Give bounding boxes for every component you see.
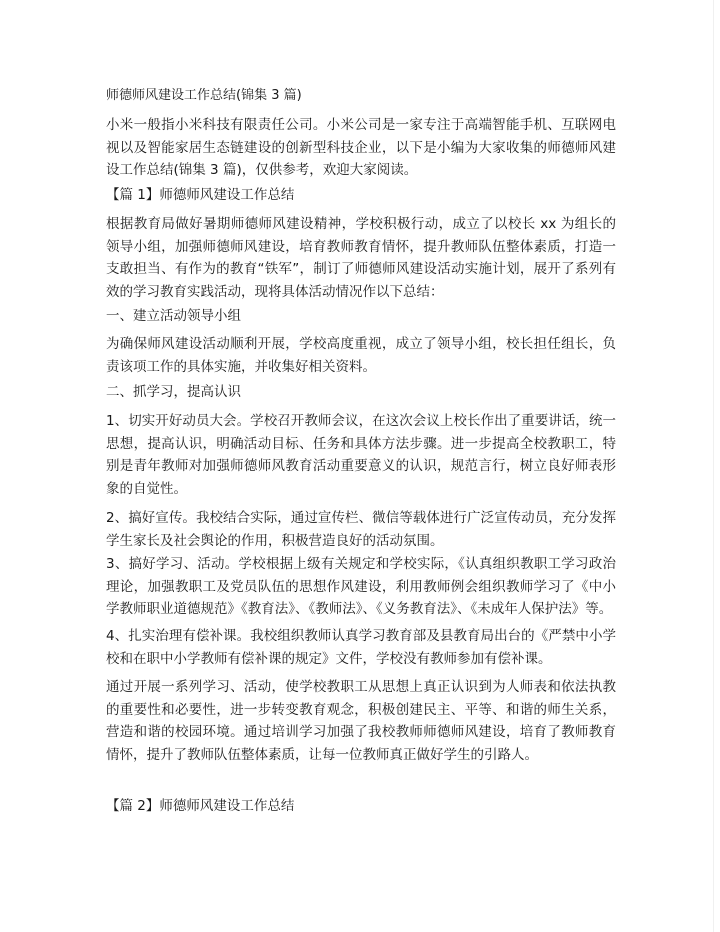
item-1-paragraph: 1、切实开好动员大会。学校召开教师会议，在这次会议上校长作出了重要讲话，统一思想，提高认识，明确活动目标、任务和具体方法步骤。进一步提高全校教职工，特别是青年教师对加强师德师风教育活动重要意义的认识，规范言行，树立良好师表形象的自觉性。 bbox=[106, 413, 616, 497]
item-3-paragraph: 3、搞好学习、活动。学校根据上级有关规定和学校实际，《认真组织教职工学习政治理论，加强教职工及党员队伍的思想作风建设，利用教师例会组织教师学习了《中小学教师职业道德规范》《教育法》、《教师法》、《义务教育法》、《未成年人保护法》等。 bbox=[106, 556, 616, 617]
part-1-heading: 一、建立活动领导小组 bbox=[106, 308, 241, 324]
section-1-heading: 【篇 1】师德师风建设工作总结 bbox=[106, 187, 295, 203]
item-2-paragraph: 2、搞好宣传。我校结合实际，通过宣传栏、微信等载体进行广泛宣传动员，充分发挥学生家长及社会舆论的作用，积极营造良好的活动氛围。 bbox=[106, 510, 616, 549]
intro-paragraph: 小米一般指小米科技有限责任公司。小米公司是一家专注于高端智能手机、互联网电视以及智能家居生态链建设的创新型科技企业，以下是小编为大家收集的师德师风建设工作总结(锦集 3 篇)，仅供参考，欢迎大家阅读。 bbox=[106, 117, 616, 178]
section-2-heading: 【篇 2】师德师风建设工作总结 bbox=[106, 798, 295, 814]
part-2-heading: 二、抓学习，提高认识 bbox=[106, 384, 241, 400]
section-1-intro-paragraph: 根据教育局做好暑期师德师风建设精神，学校积极行动，成立了以校长 xx 为组长的领导小组，加强师德师风建设，培育教师教育情怀，提升教师队伍整体素质，打造一支敢担当、有作为的教育“铁军”，制订了师德师风建设活动实施计划，展开了系列有效的学习教育实践活动，现将具体活动情况作以下总结： bbox=[106, 216, 616, 300]
summary-paragraph: 通过开展一系列学习、活动，使学校教职工从思想上真正认识到为人师表和依法执教的重要性和必要性，进一步转变教育观念，积极创建民主、平等、和谐的师生关系，营造和谐的校园环境。通过培训学习加强了我校教师师德师风建设，培育了教师教育情怀，提升了教师队伍整体素质，让每一位教师真正做好学生的引路人。 bbox=[106, 679, 616, 763]
document-title: 师德师风建设工作总结(锦集 3 篇) bbox=[106, 88, 302, 103]
page-edge-divider bbox=[713, 0, 714, 932]
part-1-paragraph: 为确保师风建设活动顺利开展，学校高度重视，成立了领导小组，校长担任组长，负责该项工作的具体实施，并收集好相关资料。 bbox=[106, 336, 616, 375]
item-4-paragraph: 4、扎实治理有偿补课。我校组织教师认真学习教育部及县教育局出台的《严禁中小学校和在职中小学教师有偿补课的规定》文件，学校没有教师参加有偿补课。 bbox=[106, 628, 616, 667]
